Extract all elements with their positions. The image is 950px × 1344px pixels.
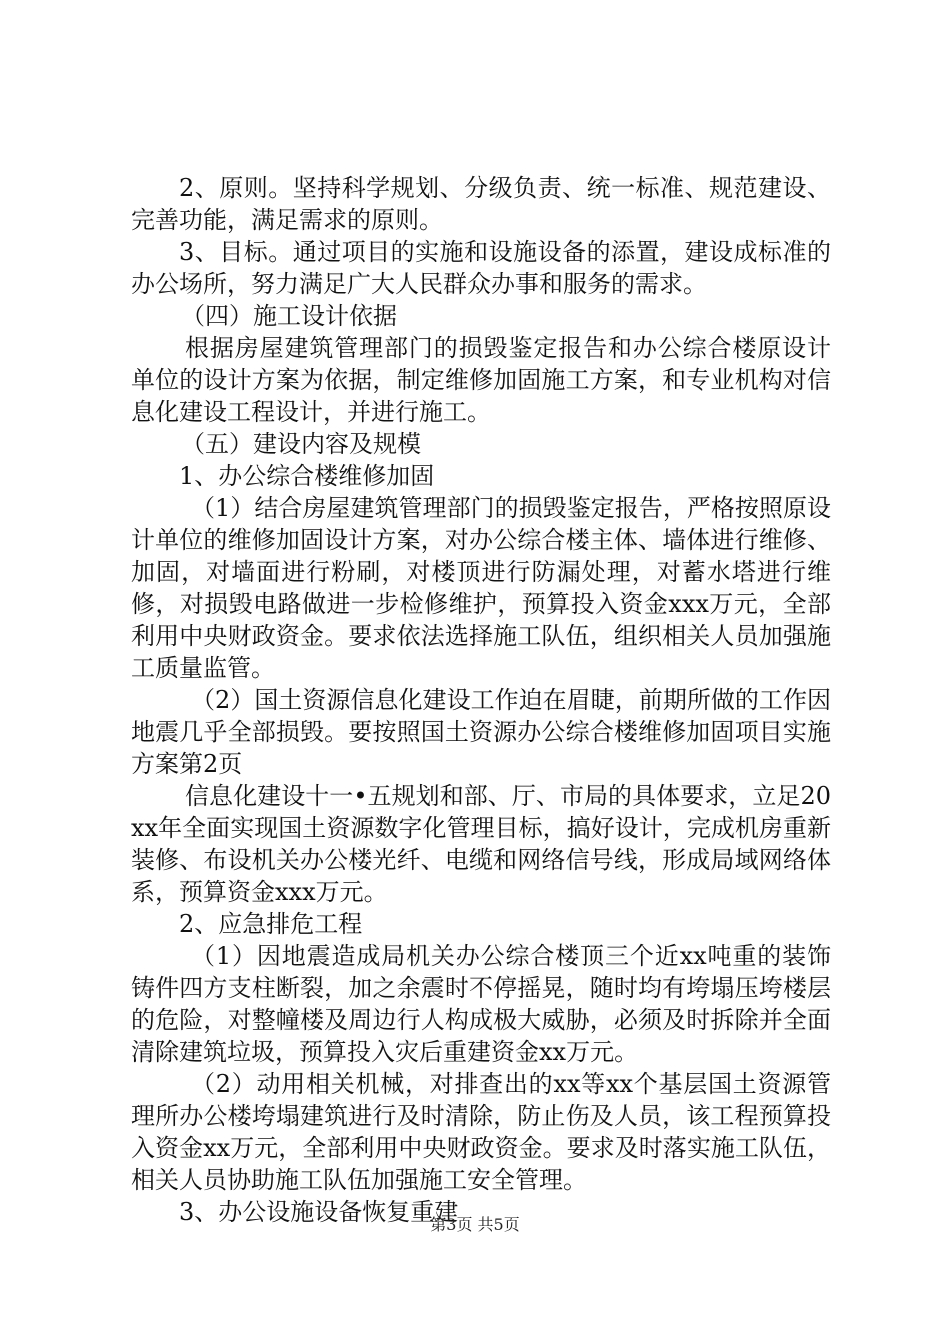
paragraph-informatization: 信息化建设十一•五规划和部、厅、市局的具体要求，立足20xx年全面实现国土资源数字化管理目标，搞好设计，完成机房重新装修、布设机关办公楼光纤、电缆和网络信号线，形成局域网络体系，预算资金xxx万元。 <box>131 782 831 906</box>
paragraph-reinforcement-1: （1）结合房屋建筑管理部门的损毁鉴定报告，严格按照原设计单位的维修加固设计方案，对办公综合楼主体、墙体进行维修、加固，对墙面进行粉刷，对楼顶进行防漏处理，对蓄水塔进行维修，对损毁电路做进一步检修维护，预算投入资金xxx万元，全部利用中央财政资金。要求依法选择施工队伍，组织相关人员加强施工质量监管。 <box>131 494 831 682</box>
paragraph-reinforcement-2: （2）国土资源信息化建设工作迫在眉睫，前期所做的工作因地震几乎全部损毁。要按照国土资源办公综合楼维修加固项目实施方案第2页 <box>131 686 831 778</box>
paragraph-principle: 2、原则。坚持科学规划、分级负责、统一标准、规范建设、完善功能，满足需求的原则。 <box>131 174 831 234</box>
section-heading-scope: （五）建设内容及规模 <box>181 430 421 458</box>
paragraph-goal: 3、目标。通过项目的实施和设施设备的添置，建设成标准的办公场所，努力满足广大人民群众办事和服务的需求。 <box>131 238 831 298</box>
paragraph-design-basis: 根据房屋建筑管理部门的损毁鉴定报告和办公综合楼原设计单位的设计方案为依据，制定维修加固施工方案，和专业机构对信息化建设工程设计，并进行施工。 <box>131 334 831 426</box>
document-body <box>131 172 831 1228</box>
subheading-emergency: 2、应急排危工程 <box>179 910 363 938</box>
section-heading-design-basis: （四）施工设计依据 <box>181 302 397 330</box>
page-number-footer: 第3页 共5页 <box>430 1215 520 1234</box>
subheading-facilities: 3、办公设施设备恢复重建 <box>179 1198 459 1226</box>
paragraph-emergency-2: （2）动用相关机械，对排查出的xx等xx个基层国土资源管理所办公楼垮塌建筑进行及时清除，防止伤及人员，该工程预算投入资金xx万元，全部利用中央财政资金。要求及时落实施工队伍，相关人员协助施工队伍加强施工安全管理。 <box>131 1070 831 1194</box>
subheading-reinforcement: 1、办公综合楼维修加固 <box>179 462 435 490</box>
paragraph-emergency-1: （1）因地震造成局机关办公综合楼顶三个近xx吨重的装饰铸件四方支柱断裂，加之余震时不停摇晃，随时均有垮塌压垮楼层的危险，对整幢楼及周边行人构成极大威胁，必须及时拆除并全面清除建筑垃圾，预算投入灾后重建资金xx万元。 <box>131 942 831 1066</box>
